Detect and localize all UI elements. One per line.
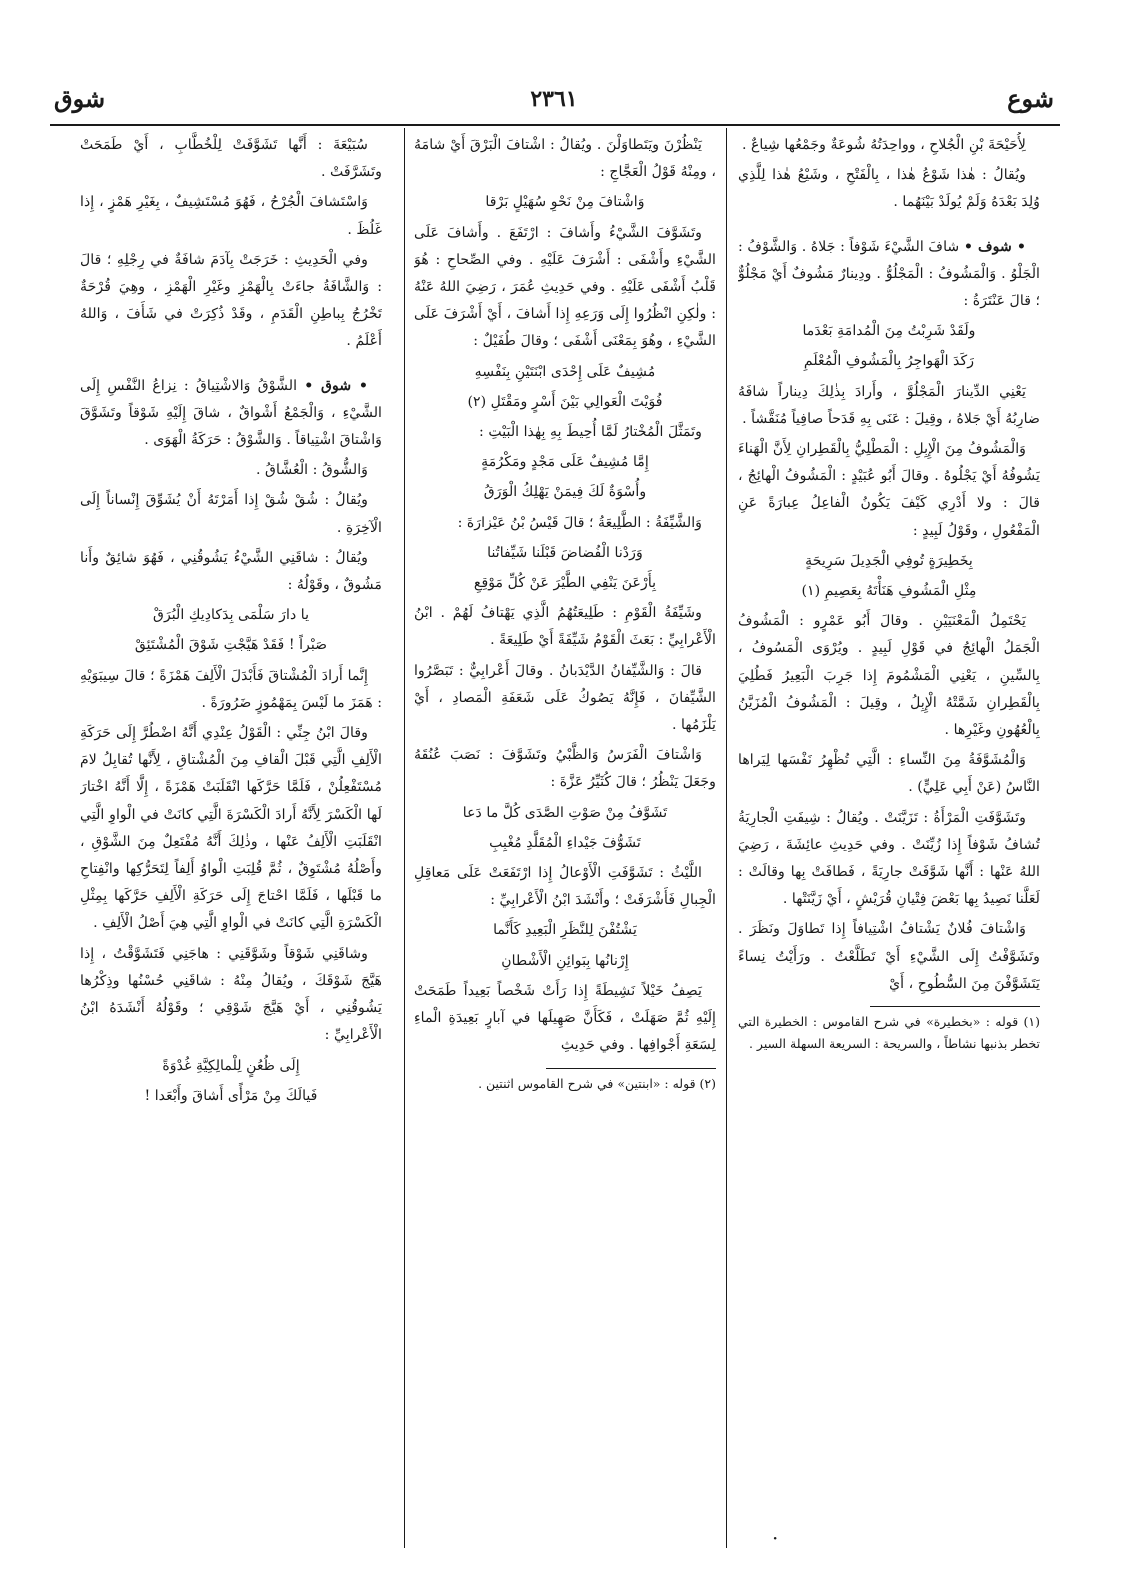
entry-text: وَالشُّوقُ : الْعُشَّاقُ . xyxy=(255,462,368,479)
entry-text: إِلَى ظُعُنٍ لِلْمالِكِيَّةِ غُدْوَةً xyxy=(162,1057,300,1074)
footnote xyxy=(738,1011,1040,1055)
entry-text: رَكَدَ الْهَواجِرُ بِالْمَشُوفِ الْمُعْلَمِ xyxy=(803,353,975,370)
entry-text: اللَّيْثُ : تَشَوَّفَتِ الْأَوْعالُ إِذا ارْتَفَعَتْ عَلَى مَعاقِلِ الْجِبالِ فَأَشْرَفَتْ ؛ وأَنْشَدَ ابْنُ الْأَعْرابِيِّ : xyxy=(414,865,716,909)
header-rule xyxy=(50,124,1060,126)
entry-text: مُشِيفٌ عَلَى إِحْدَى ابْنَتَيْنِ بِنَفْسِهِ xyxy=(474,363,656,380)
verse-line xyxy=(80,1083,382,1110)
entry-text: إِمَّا مُشِيفٌ عَلَى مَجْدٍ ومَكْرُمَةٍ xyxy=(481,454,649,471)
entry-paragraph xyxy=(80,487,382,541)
entry-paragraph xyxy=(414,419,716,446)
header-entry-left: شوق xyxy=(54,84,106,113)
entry-text: وتَشَوَّفَتِ الْمَرْأَةُ : تَزَيَّنَتْ . ويُقالُ : شِيفَتِ الْجارِيَةُ تُشافُ شَوْفاً إِذا زُيِّنَتْ . وفي حَدِيثِ عائِشَةَ ، رَضِيَ اللهُ عَنْها : أَنَّها شَوَّفَتْ جارِيَةً ، فَطافَتْ بِها وقالَتْ : لَعَلَّنا نَصِيدُ بِها بَعْضَ فِتْيانِ قُرَيْشٍ ، أَيْ زَيَّنَتْها . xyxy=(738,809,1040,908)
column-middle xyxy=(414,132,716,1522)
entry-text: إِرْنانُها بِبَوائِنِ الْأَشْطانِ xyxy=(501,952,629,969)
entry-text: لِأُحَيْحَةَ بْنِ الْجُلاحِ ، وواحِدَتُهُ شُوعَةٌ وجَمْعُها شِياعٌ . xyxy=(741,137,1026,153)
entry-paragraph xyxy=(80,247,382,356)
entry-paragraph xyxy=(414,510,716,537)
verse-line xyxy=(414,948,716,975)
entry-text: وَاشْتافَ مِنْ نَحْوِ سُهَيْلٍ بَرْقا xyxy=(485,194,645,211)
entry-paragraph xyxy=(738,234,1040,316)
verse-line xyxy=(738,348,1040,375)
entry-text: يَحْتَمِلُ الْمَعْنَيَيْنِ . وقالَ أَبُو عَمْرٍو : الْمَشُوفُ الْجَمَلُ الْهائِجُ في قَوْلِ لَبِيدٍ . ويُرْوَى الْمَسُوفُ ، بِالسِّينِ ، يَعْنِي الْمَشْمُومَ إِذا جَرِبَ الْبَعِيرُ فَطُلِيَ بِالْقَطِرانِ شَمَّتْهُ الْإِبِلُ ، وقِيلَ : الْمَشُوفُ الْمُزَيَّنُ بِالْعُهُونِ وغَيْرِها . xyxy=(738,613,1040,739)
entry-text: ويُقالُ : شُقْ شُقْ إِذا أَمَرْتَهُ أَنْ يُشَوِّقَ إِنْساناً إِلَى الْآخِرَةِ . xyxy=(80,492,382,536)
entry-paragraph xyxy=(80,373,382,455)
verse-line xyxy=(414,800,716,827)
entry-text: وشاقَنِي شَوْقاً وشَوَّقَنِي : هاجَنِي فَتَشَوَّقْتُ ، إِذا هَيَّجَ شَوْقَكَ ، ويُقالُ مِنْهُ : شاقَنِي حُسْنُها وذِكْرُها يَشُوقُنِي ، أَيْ هَيَّجَ شَوْقِي ؛ وقَوْلُهُ أَنْشَدَهُ ابْنُ الْأَعْرابِيِّ : xyxy=(80,945,382,1044)
entry-text: وشَيِّفَةُ الْقَوْمِ : طَلِيعَتُهُمُ الَّذِي يَهْتافُ لَهُمْ . ابْنُ الْأَعْرابِيِّ : بَعَثَ الْقَوْمُ شَيِّفَةً أَيْ طَلِيعَةً . xyxy=(414,605,716,649)
entry-text: الشَّوْقُ وَالاشْتِياقُ : نِزاعُ النَّفْسِ إِلَى الشَّيْءِ ، وَالْجَمْعُ أَشْواقٌ ، شاقَ إِلَيْهِ شَوْقاً وتَشَوَّقَ وَاشْتاقَ اشْتِياقاً . وَالشَّوْقُ : حَرَكَةُ الْهَوَى . xyxy=(80,377,382,449)
entry-gap xyxy=(738,220,1040,234)
entry-headword: • شوف • xyxy=(963,238,1026,255)
entry-text: يَصِفُ خَيْلاً نَشِيطَةً إِذا رَأَتْ شَخْصاً بَعِيداً طَمَحَتْ إِلَيْهِ ثُمَّ صَهَلَتْ ، فَكَأَنَّ صَهِيلَها في آبارٍ بَعِيدَةِ الْماءِ لِسَعَةِ أَجْوافِها . وفي حَدِيثِ xyxy=(414,982,716,1054)
entry-paragraph xyxy=(414,132,716,186)
verse-line xyxy=(414,917,716,944)
footnote xyxy=(414,1073,716,1095)
entry-text: تَشَوُّفَ جَيْداءِ الْمُقَلَّدِ مُغْبِبِ xyxy=(489,834,641,851)
entry-text: سُبَيْعَةَ : أَنَّها تَشَوَّفَتْ لِلْخُطَّابِ ، أَيْ طَمَحَتْ وتَشَرَّفَتْ . xyxy=(80,137,382,181)
entry-paragraph xyxy=(80,663,382,717)
entry-text: صَبْراً ! فَقَدْ هَيَّجْتِ شَوْقَ الْمُشْتَئِقْ xyxy=(134,637,328,654)
entry-paragraph xyxy=(80,457,382,484)
entry-paragraph xyxy=(738,608,1040,744)
entry-text: يَشْتُفْنَ لِلنَّظَرِ الْبَعِيدِ كَأَنَّما xyxy=(493,922,637,939)
verse-line xyxy=(414,540,716,567)
entry-text: يا دارَ سَلْمَى بِدَكادِيكِ الْبُرَقْ xyxy=(152,607,310,624)
entry-text: ولَقَدْ شَرِبْتُ مِنَ الْمُدامَةِ بَعْدَما xyxy=(802,323,976,340)
entry-text: (٢) قوله : «ابنتين» في شرح القاموس اثنتين . xyxy=(478,1075,716,1091)
entry-text: وَالْمُشَوَّفَةُ مِنَ النِّساءِ : الَّتِي تُظْهِرُ نَفْسَها لِيَراها النَّاسُ (عَنْ أَبِي عَلِيٍّ) . xyxy=(738,752,1040,796)
scan-speck: · xyxy=(772,1526,779,1550)
entry-text: فَيالَكَ مِنْ مَرْأًى أَشاقَ وأَبْعَدا ! xyxy=(144,1087,318,1104)
verse-line xyxy=(414,389,716,416)
entry-text: وَرَدْنا الْفُضاضَ قَبْلَنا شَيِّفاتُنا xyxy=(487,544,643,561)
entry-text: وأُسْوَةٌ لَكَ فِيمَنْ يَهْلِكُ الْوَرَقُ xyxy=(483,484,647,501)
entry-headword: • شوق • xyxy=(304,377,368,394)
entry-paragraph xyxy=(80,720,382,938)
verse-line xyxy=(414,830,716,857)
entry-text: تَشَوَّفُ مِنْ صَوْتِ الصَّدَى كُلَّ ما دَعا xyxy=(462,804,668,821)
entry-paragraph xyxy=(738,436,1040,545)
entry-paragraph xyxy=(80,941,382,1050)
verse-line xyxy=(80,632,382,659)
column-divider xyxy=(726,128,727,1548)
entry-text: وقالَ ابْنُ جِنِّي : الْقَوْلُ عِنْدِي أَنَّهُ اضْطُرَّ إِلَى حَرَكَةِ الْأَلِفِ الَّتِي قَبْلَ الْقافِ مِنَ الْمُشْتاقِ ، لِأَنَّها تُقابِلُ لامَ مُسْتَفْعِلُنْ ، فَلَمَّا حَرَّكَها انْقَلَبَتْ هَمْزَةً ، إِلَّا أَنَّهُ اخْتارَ لَها الْكَسْرَ لِأَنَّهُ أَرادَ الْكَسْرَةَ الَّتِي كانَتْ في الْواوِ الَّتِي انْقَلَبَتِ الْأَلِفُ عَنْها ، وذٰلِكَ أَنَّهُ مُفْتَعِلٌ مِنَ الشَّوْقِ ، وأَصْلُهُ مُشْتَوِقٌ ، ثُمَّ قُلِبَتِ الْواوُ أَلِفاً لِتَحَرُّكِها وانْفِتاحِ ما قَبْلَها ، فَلَمَّا احْتاجَ إِلَى حَرَكَةِ الْأَلِفِ حَرَّكَها بِمِثْلِ الْكَسْرَةِ الَّتِي كانَتْ في الْواوِ الَّتِي هِيَ أَصْلُ الْأَلِفِ . xyxy=(80,725,382,932)
entry-text: بِأَرْعَنَ يَنْفِي الطَّيْرَ عَنْ كُلِّ مَوْقِعِ xyxy=(473,575,657,592)
column-divider xyxy=(404,128,405,1548)
page-number: ٢٣٦١ xyxy=(530,86,578,112)
verse-line xyxy=(738,548,1040,575)
entry-paragraph xyxy=(414,860,716,914)
entry-gap xyxy=(80,359,382,373)
entry-paragraph xyxy=(738,805,1040,914)
entry-text: يَنْظُرْنَ ويَتَطاوَلْنَ . ويُقالُ : اشْتافَ الْبَرْقَ أَيْ شامَهُ ، ومِنْهُ قَوْلُ الْعَجَّاجِ : xyxy=(414,137,716,181)
verse-line xyxy=(738,578,1040,605)
entry-paragraph xyxy=(738,132,1040,159)
entry-text: وَاسْتَشافَ الْجُرْحُ ، فَهُوَ مُسْتَشِيفٌ ، بِغَيْرِ هَمْزٍ ، إِذا غَلُظَ . xyxy=(80,194,382,238)
entry-paragraph xyxy=(738,379,1040,433)
column-right xyxy=(738,132,1040,1522)
entry-paragraph xyxy=(738,162,1040,216)
entry-text: وَاشْتافَ فُلانٌ يَشْتافُ اشْتِيافاً إِذا تَطاوَلَ ونَظَرَ . وتَشَوَّفْتُ إِلَى الشَّيْءِ أَيْ تَطَلَّعْتُ . ورَأَيْتُ نِساءً يَتَشَوَّفْنَ مِنَ السُّطُوحِ ، أَيْ xyxy=(738,921,1040,992)
header-entry-right: شوع xyxy=(1007,84,1054,113)
verse-line xyxy=(414,189,716,216)
verse-line xyxy=(738,318,1040,345)
entry-text: وفي الْحَدِيثِ : خَرَجَتْ بِآدَمَ شافَةٌ في رِجْلِهِ ؛ قالَ : وَالشَّافَةُ جاءَتْ بِالْهَمْزِ وغَيْرِ الْهَمْزِ ، وهِيَ قُرْحَةٌ تَخْرُجُ بِباطِنِ الْقَدَمِ ، وقَدْ ذُكِرَتْ في شَأَفَ ، وَاللهُ أَعْلَمُ . xyxy=(80,251,382,350)
entry-text: إِنَّما أَرادَ الْمُشْتاقَ فَأَبْدَلَ الْأَلِفَ هَمْزَةً ؛ قالَ سِيبَوَيْهِ : هَمَزَ ما لَيْسَ بِمَهْمُوزٍ ضَرُورَةً . xyxy=(80,667,382,711)
entry-text: وَالشَّيِّفَةُ : الطَّلِيعَةُ ؛ قالَ قَيْسُ بْنُ عَيْزارَةَ : xyxy=(457,514,702,531)
verse-line xyxy=(414,359,716,386)
entry-text: وَالْمَشُوفُ مِنَ الْإِبِلِ : الْمَطْلِيُّ بِالْقَطِرانِ لِأَنَّ الْهَناءَ يَشُوفُهُ أَيْ يَجْلُوهُ . وقالَ أَبُو عُبَيْدٍ : الْمَشُوفُ الْهائِجُ ، قالَ : ولا أَدْرِي كَيْفَ يَكُونُ الْفاعِلُ عِبارَةً عَنِ الْمَفْعُولِ ، وقَوْلُ لَبِيدٍ : xyxy=(738,441,1040,539)
entry-text: قالَ : وَالشَّيِّفانُ الدَّيْدَبانُ . وقالَ أَعْرابِيٌّ : تَبَصَّرُوا الشَّيِّفانَ ، فَإِنَّهُ يَصُوكُ عَلَى شَعَفَةِ الْمَصادِ ، أَيْ يَلْزَمُها . xyxy=(414,662,716,734)
footnote-rule xyxy=(546,1068,716,1069)
column-left xyxy=(80,132,382,1522)
verse-line xyxy=(414,479,716,506)
entry-text: (١) قوله : «بخطيرة» في شرح القاموس : الخطيرة التي تخطر بذنبها نشاطاً ، والسريحة : السريعة السهلة السير . xyxy=(738,1014,1040,1052)
page-header xyxy=(54,84,1054,124)
verse-line xyxy=(80,1053,382,1080)
entry-paragraph xyxy=(738,747,1040,801)
entry-text: ويُقالُ : هٰذا شَوْعُ هٰذا ، بِالْفَتْحِ ، وشَيْعُ هٰذا لِلَّذِي وُلِدَ بَعْدَهُ وَلَمْ يُولَدْ بَيْنَهُما . xyxy=(738,167,1040,211)
entry-paragraph xyxy=(414,600,716,654)
verse-line xyxy=(414,570,716,597)
footnote-rule xyxy=(870,1006,1040,1007)
entry-paragraph xyxy=(80,545,382,599)
entry-paragraph xyxy=(414,220,716,356)
entry-text: شافَ الشَّيْءَ شَوْفاً : جَلاهُ . وَالشَّوْفُ : الْجَلْوُ . وَالْمَشُوفُ : الْمَجْلُوُّ . ودِينارٌ مَشُوفٌ أَيْ مَجْلُوٌّ ؛ قالَ عَنْتَرَةُ : xyxy=(738,238,1040,310)
entry-text: وتَمَثَّلَ الْمُخْتارُ لَمَّا أُحِيطَ بِهِ بِهٰذا الْبَيْتِ : xyxy=(479,424,702,441)
entry-text: يَعْنِي الدِّينارَ الْمَجْلُوَّ ، وأَرادَ بِذٰلِكَ دِيناراً شافَهُ ضارِبُهُ أَيْ جَلاهُ ، وقِيلَ : عَنَى بِهِ قَدَحاً صافِياً مُنَقَّشاً . xyxy=(738,383,1040,427)
entry-paragraph xyxy=(414,978,716,1060)
entry-text: وَاشْتافَ الْفَرَسُ وَالظَّبْيُ وتَشَوَّفَ : نَصَبَ عُنُقَهُ وجَعَلَ يَنْظُرُ ؛ قالَ كُثَيِّرُ عَزَّةَ : xyxy=(414,747,716,791)
entry-text: مِثْلِ الْمَشُوفِ هَنَأْتَهُ بِعَصِيمِ (١) xyxy=(801,583,977,600)
entry-text: فُوَيْتَ الْعَوالِي بَيْنَ أَسْرٍ ومَقْتَلِ (٢) xyxy=(467,393,663,410)
entry-text: ويُقالُ : شاقَنِي الشَّيْءُ يَشُوقُنِي ، فَهُوَ شائِقٌ وأَنا مَشُوقٌ ، وقَوْلُهُ : xyxy=(80,549,382,594)
entry-paragraph xyxy=(414,658,716,740)
entry-text: بِخَطِيرَةٍ تُوفِي الْجَدِيلَ سَرِيحَةٍ xyxy=(805,552,973,569)
entry-paragraph xyxy=(414,742,716,796)
entry-text: وتَشَوَّفَ الشَّيْءُ وأَشافَ : ارْتَفَعَ . وأَشافَ عَلَى الشَّيْءِ وأَشْفَى : أَشْرَفَ عَلَيْهِ . وفي الصِّحاحِ : هُوَ قَلْبُ أَشْفَى عَلَيْهِ . وفي حَدِيثِ عُمَرَ ، رَضِيَ اللهُ عَنْهُ : ولٰكِنِ انْظُرُوا إِلَى وَرَعِهِ إِذا أَشافَ ، أَيْ أَشْرَفَ عَلَى الشَّيْءِ ، وهُوَ بِمَعْنَى أَشْفَى ؛ وقالَ طُفَيْلٌ : xyxy=(414,224,716,350)
entry-paragraph xyxy=(738,916,1040,998)
entry-paragraph xyxy=(80,189,382,243)
entry-paragraph xyxy=(80,132,382,186)
verse-line xyxy=(414,449,716,476)
verse-line xyxy=(80,602,382,629)
